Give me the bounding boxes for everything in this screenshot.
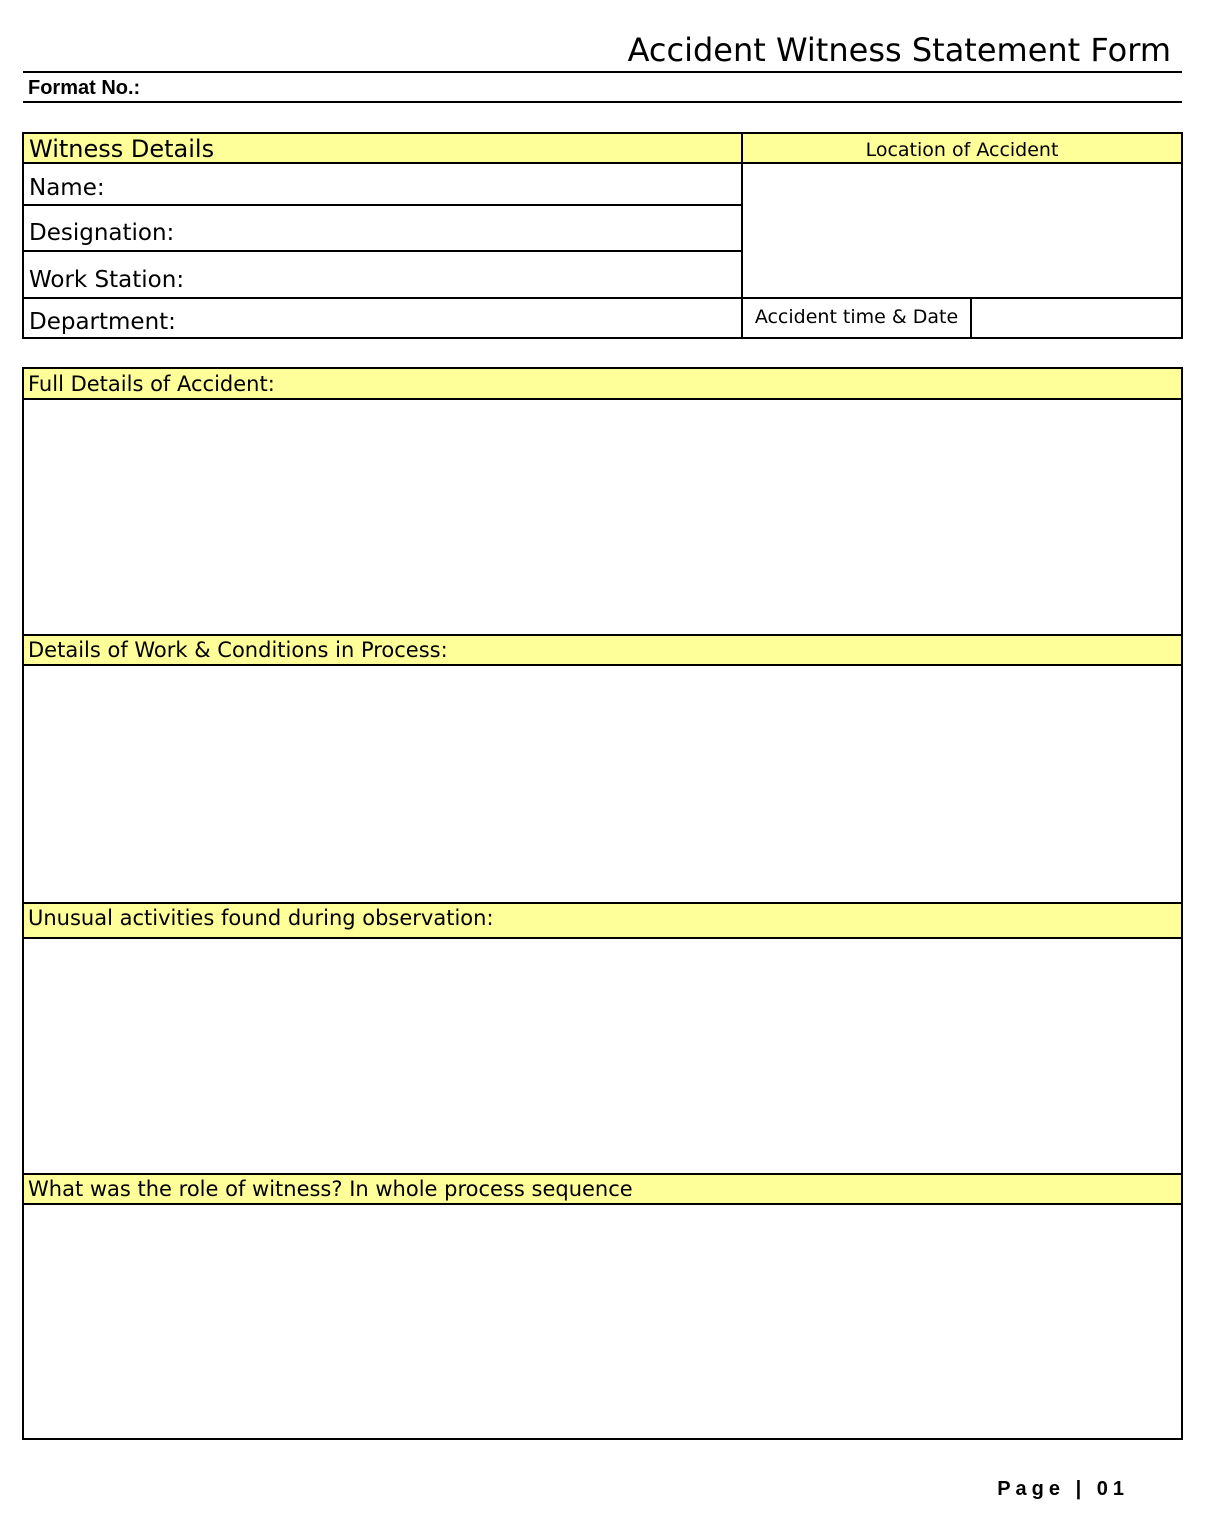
accident-time-date-field[interactable] xyxy=(972,299,1181,337)
department-field[interactable] xyxy=(24,299,741,337)
location-heading-cell xyxy=(743,134,1181,164)
work-station-field[interactable] xyxy=(24,252,741,299)
work-conditions-label: Details of Work & Conditions in Process: xyxy=(28,638,448,662)
page-label: Page xyxy=(997,1478,1066,1500)
page-title: Accident Witness Statement Form xyxy=(627,31,1171,69)
location-field[interactable] xyxy=(743,164,1181,299)
designation-field[interactable] xyxy=(24,206,741,252)
full-details-field[interactable] xyxy=(24,400,1181,634)
work-conditions-field[interactable] xyxy=(24,666,1181,902)
page-number-value: 01 xyxy=(1096,1478,1129,1500)
witness-role-field[interactable] xyxy=(24,1205,1181,1438)
work-station-label: Work Station: xyxy=(29,267,185,293)
full-details-label: Full Details of Accident: xyxy=(28,372,275,396)
designation-label: Designation: xyxy=(29,220,175,246)
unusual-activities-header xyxy=(24,902,1181,939)
accident-details-table xyxy=(22,367,1183,1440)
title-rule xyxy=(23,71,1182,73)
witness-role-header xyxy=(24,1173,1181,1205)
format-number-label: Format No.: xyxy=(28,77,141,99)
full-details-header xyxy=(24,369,1181,400)
unusual-activities-field[interactable] xyxy=(24,939,1181,1173)
location-heading: Location of Accident xyxy=(865,139,1059,161)
unusual-activities-label: Unusual activities found during observation: xyxy=(28,906,494,930)
witness-details-table xyxy=(22,132,1183,339)
format-rule xyxy=(23,101,1182,103)
page-number: Page | 01 xyxy=(997,1478,1129,1500)
witness-role-label: What was the role of witness? In whole process sequence xyxy=(28,1177,633,1201)
accident-time-date-cell xyxy=(743,299,972,337)
work-conditions-header xyxy=(24,634,1181,666)
accident-time-date-label: Accident time & Date xyxy=(754,306,959,328)
name-field[interactable] xyxy=(24,164,741,206)
department-label: Department: xyxy=(29,309,176,335)
witness-details-heading: Witness Details xyxy=(29,135,215,163)
name-label: Name: xyxy=(29,175,105,201)
